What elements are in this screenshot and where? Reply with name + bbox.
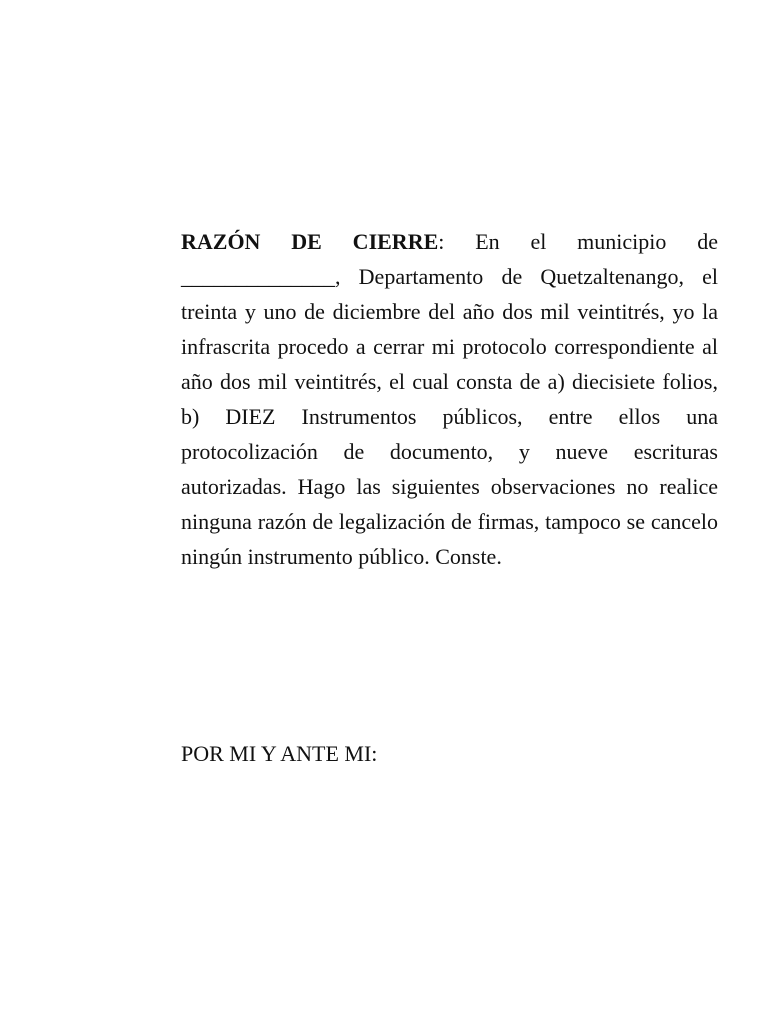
closing-heading: RAZÓN DE CIERRE	[181, 229, 439, 254]
closing-statement	[181, 224, 718, 574]
closing-paragraph	[181, 224, 718, 574]
signature-line: POR MI Y ANTE MI:	[181, 741, 378, 766]
closing-body: : En el municipio de ______________, Departamento de Quetzaltenango, el treinta y uno de diciembre del año dos mil veintitrés, yo la infrascrita procedo a cerrar mi protocolo correspondiente al año dos mil veintitrés, el cual consta de a) diecisiete folios, b) DIEZ Instrumentos públicos, entre ellos una protocolización de documento, y nueve escrituras autorizadas. Hago las siguientes observaciones no realice ninguna razón de legalización de firmas, tampoco se cancelo ningún instrumento público. Conste.	[181, 229, 718, 569]
